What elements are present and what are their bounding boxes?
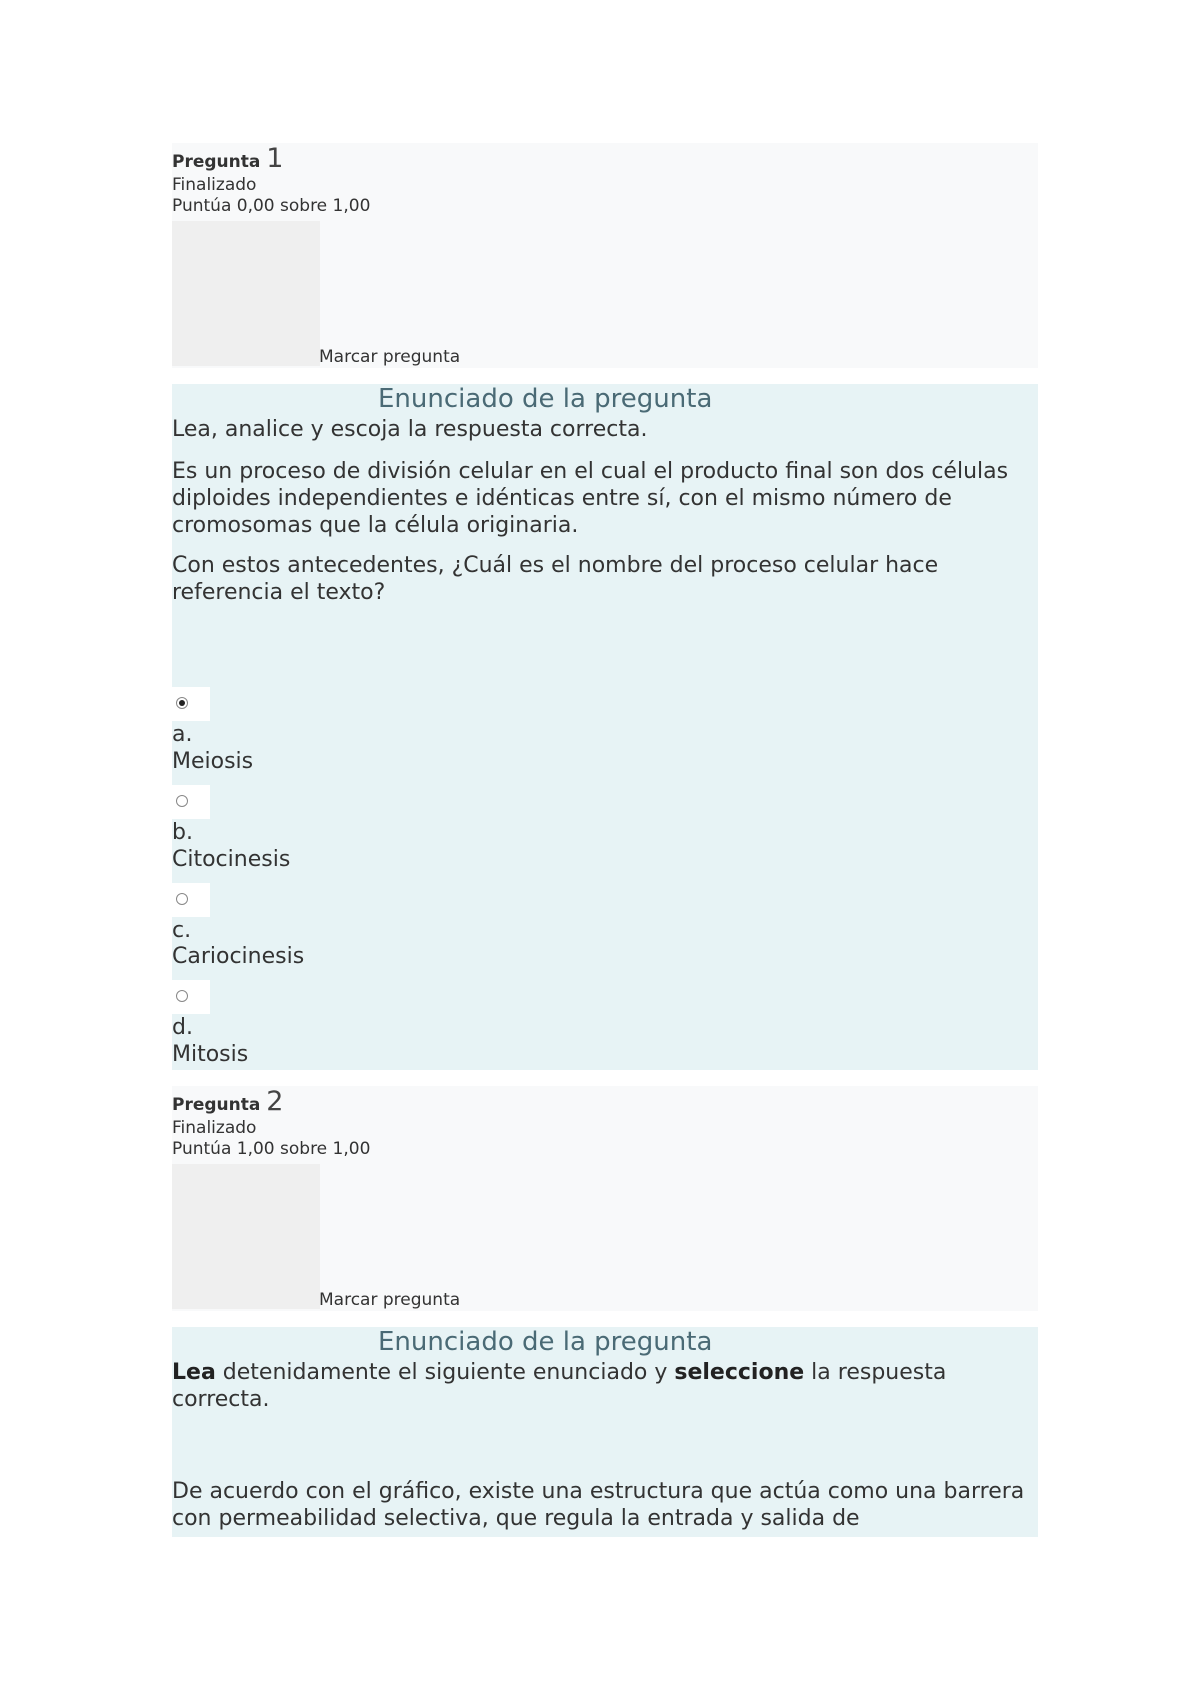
question-text: Lea, analice y escoja la respuesta correcta.: [172, 417, 648, 442]
option-d-radio-box[interactable]: [172, 980, 210, 1014]
question-label: Pregunta: [172, 1095, 261, 1115]
option-b-label[interactable]: Citocinesis: [172, 847, 291, 872]
option-a-radio-box[interactable]: [172, 687, 210, 721]
question-heading: Enunciado de la pregunta: [378, 384, 713, 414]
question-grade: Puntúa 0,00 sobre 1,00: [172, 196, 371, 216]
question-number: 2: [266, 1086, 284, 1117]
flag-box: [172, 221, 320, 366]
option-b-letter: b.: [172, 820, 193, 845]
flag-question-link[interactable]: Marcar pregunta: [319, 347, 461, 367]
option-d-label[interactable]: Mitosis: [172, 1042, 249, 1067]
question-text: Con estos antecedentes, ¿Cuál es el nombre del proceso celular hace referencia el texto?: [172, 553, 939, 605]
option-b-radio[interactable]: [176, 795, 188, 807]
question-state: Finalizado: [172, 175, 257, 195]
question-2-info: [172, 1086, 1038, 1311]
question-intro: [172, 1359, 1038, 1413]
bold-lea: Lea: [172, 1360, 216, 1385]
option-b-radio-box[interactable]: [172, 785, 210, 819]
question-heading: Enunciado de la pregunta: [378, 1327, 713, 1357]
question-number: 1: [266, 143, 284, 174]
option-c-letter: c.: [172, 918, 192, 943]
question-1-info: [172, 143, 1038, 368]
question-label: Pregunta: [172, 152, 261, 172]
question-state: Finalizado: [172, 1118, 257, 1138]
question-text: De acuerdo con el gráfico, existe una estructura que actúa como una barrera con permeabilidad selectiva, que regula la entrada y salida de: [172, 1479, 1025, 1531]
question-2-content: [172, 1327, 1038, 1537]
question-text: Es un proceso de división celular en el cual el producto final son dos células diploides independientes e idénticas entre sí, con el mismo número de cromosomas que la célula originaria.: [172, 459, 1009, 538]
option-d-radio[interactable]: [176, 990, 188, 1002]
flag-box: [172, 1164, 320, 1309]
bold-seleccione: seleccione: [674, 1360, 805, 1385]
option-a-label[interactable]: Meiosis: [172, 749, 254, 774]
option-c-radio[interactable]: [176, 893, 188, 905]
intro-text-1: detenidamente el siguiente enunciado y: [215, 1360, 675, 1385]
option-c-label[interactable]: Cariocinesis: [172, 944, 305, 969]
option-a-letter: a.: [172, 722, 193, 747]
flag-question-link[interactable]: Marcar pregunta: [319, 1290, 461, 1310]
question-grade: Puntúa 1,00 sobre 1,00: [172, 1139, 371, 1159]
intro-text-2: la respuesta correcta.: [172, 1360, 947, 1412]
question-number-line: [172, 1086, 283, 1117]
question-number-line: [172, 143, 283, 174]
option-d-letter: d.: [172, 1015, 193, 1040]
option-c-radio-box[interactable]: [172, 883, 210, 917]
question-1-content: [172, 384, 1038, 1070]
option-a-radio[interactable]: [176, 697, 188, 709]
